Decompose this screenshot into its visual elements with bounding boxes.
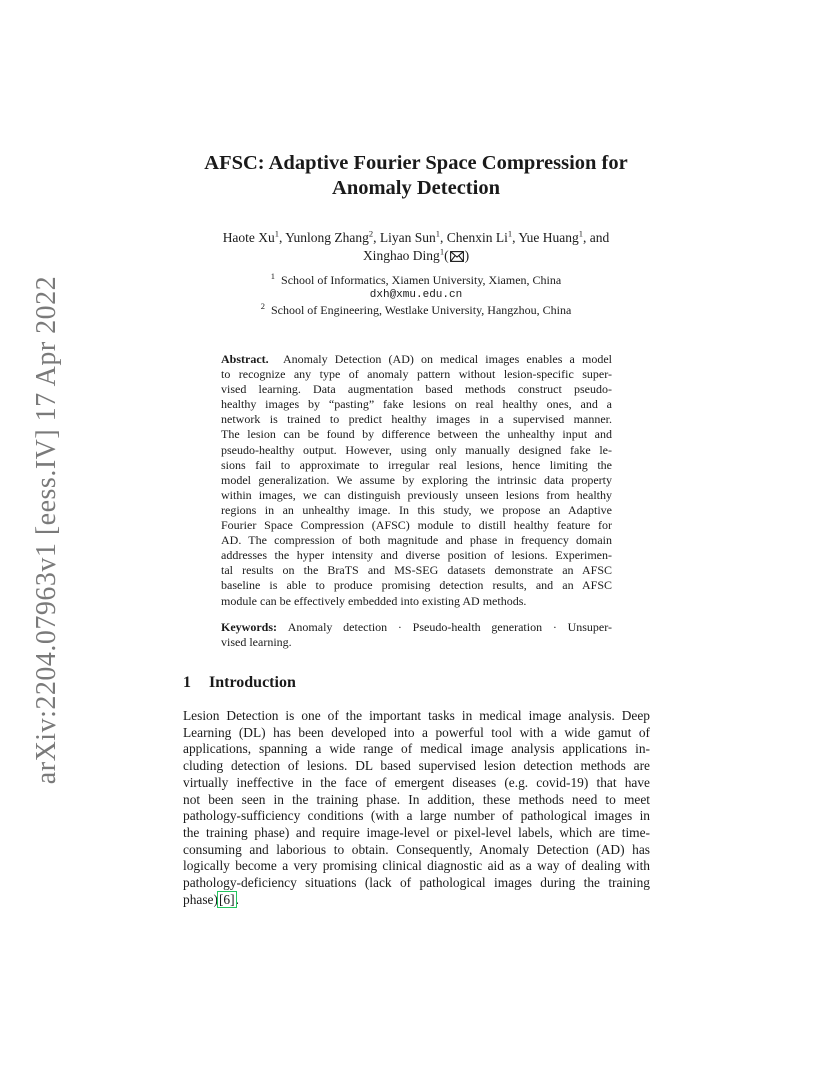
author-name: Yunlong Zhang	[285, 230, 369, 245]
section-heading	[183, 674, 296, 692]
author-sep: ,	[440, 230, 447, 245]
abstract-line: network is trained to predict healthy images in a supervised manner.	[221, 412, 612, 427]
intro-paragraph	[183, 708, 650, 908]
abstract-line	[221, 352, 612, 367]
abstract	[221, 352, 612, 609]
abstract-line: healthy images by “pasting” fake lesions on real healthy ones, and a	[221, 397, 612, 412]
abstract-line: baseline is able to produce promising detection results, and an AFSC	[221, 578, 612, 593]
intro-text: .	[235, 891, 239, 907]
authors-line-1	[160, 229, 672, 247]
author-affil-sup: 1	[507, 228, 513, 239]
intro-line: cluding detection of lesions. DL based supervised lesion detection methods are	[183, 758, 650, 774]
affiliation-2	[160, 303, 672, 318]
abstract-line: to recognize any type of anomaly pattern without lesion-specific super-	[221, 367, 612, 382]
author-name: Chenxin Li	[446, 230, 508, 245]
abstract-line: regions in an unhealthy image. In this study, we propose an Adaptive	[221, 502, 612, 517]
author-affil-sup: 1	[578, 228, 584, 239]
author-affil-sup: 2	[368, 228, 374, 239]
abstract-line: The lesion can be found by difference between the unhealthy input and	[221, 427, 612, 442]
abstract-line: tal results on the BraTS and MS-SEG datasets demonstrate an AFSC	[221, 563, 612, 578]
abstract-text: Anomaly Detection (AD) on medical images enables a model	[282, 352, 613, 366]
abstract-line: addresses the hyper intensity and diverse position of lesions. Experimen-	[221, 548, 612, 563]
keywords-line	[221, 620, 612, 635]
intro-text: phase)	[183, 891, 218, 907]
author-sep: ,	[512, 230, 519, 245]
section-title: Introduction	[209, 674, 296, 691]
affiliation-1	[160, 273, 672, 288]
author-name: Liyan Sun	[379, 230, 436, 245]
abstract-line: sions fail to approximate to irregular real lesions, hence limiting the	[221, 457, 612, 472]
intro-line: virtually ineffective in the face of emergent diseases (e.g. covid-19) that have	[183, 774, 650, 790]
keywords-text: Anomaly detection · Pseudo-health generation · Unsuper-	[287, 620, 612, 634]
section-number: 1	[183, 674, 191, 691]
contact-email[interactable]: dxh@xmu.edu.cn	[369, 289, 463, 301]
keywords-line: vised learning.	[221, 635, 292, 650]
author-affil-sup: 1	[439, 246, 445, 257]
intro-line: applications, spanning a wide range of medical image analysis applications in-	[183, 741, 650, 757]
intro-line: Learning (DL) has been developed into a powerful tool with a wide gamut of	[183, 724, 650, 740]
paper-title	[160, 151, 672, 201]
author-name: Xinghao Ding	[362, 248, 440, 263]
author-affil-sup: 1	[435, 228, 441, 239]
intro-line: pathology-deficiency situations (lack of pathological images during the training	[183, 875, 650, 891]
intro-line: the training phase) and require image-level or pixel-level labels, which are time-	[183, 824, 650, 840]
keywords	[221, 620, 612, 650]
arxiv-identifier: arXiv:2204.07963v1 [eess.IV] 17 Apr 2022	[31, 275, 62, 785]
abstract-line: pseudo-healthy output. However, using only manually designed fake le-	[221, 442, 612, 457]
intro-line: logically become a very promising clinical diagnostic aid as a way of dealing with	[183, 858, 650, 874]
intro-line: not been seen in the training phase. In addition, these methods need to meet	[183, 791, 650, 807]
authors-line-2: Xinghao Ding$^1$( )	[362, 246, 470, 263]
affil-sup: 2	[260, 301, 265, 311]
author-sep: ,	[279, 230, 286, 245]
affil-text: School of Informatics, Xiamen University, Xiamen, China	[281, 273, 562, 287]
abstract-line: within images, we can distinguish previously unseen lesions from healthy	[221, 487, 612, 502]
intro-line: Lesion Detection is one of the important tasks in medical image analysis. Deep	[183, 708, 650, 723]
keywords-label: Keywords:	[221, 620, 277, 634]
author-name: Yue Huang	[518, 230, 579, 245]
intro-line: consuming and laborious to obtain. Consequently, Anomaly Detection (AD) has	[183, 841, 650, 857]
affil-text: School of Engineering, Westlake University, Hangzhou, China	[270, 303, 572, 317]
abstract-line: module can be effectively embedded into existing AD methods.	[221, 593, 527, 608]
abstract-line: AD. The compression of both magnitude and phase in frequency domain	[221, 533, 612, 548]
affil-sup: 1	[270, 271, 276, 281]
title-line-2: Anomaly Detection	[332, 177, 500, 199]
intro-line	[183, 892, 650, 909]
abstract-label: Abstract.	[221, 352, 269, 366]
envelope-icon	[450, 251, 464, 262]
author-affil-sup: 1	[274, 228, 280, 239]
author-sep: , and	[583, 230, 610, 245]
citation-link[interactable]: [6]	[218, 891, 235, 907]
abstract-line: model generalization. We assume by exploring the intrinsic data property	[221, 472, 612, 487]
author-name: Haote Xu	[222, 230, 275, 245]
title-line-1: AFSC: Adaptive Fourier Space Compression for	[204, 152, 628, 174]
author-list	[160, 229, 672, 265]
author-sep: ,	[373, 230, 380, 245]
affiliations	[160, 273, 672, 318]
intro-line: pathology-sufficiency conditions (with a large number of pathological images in	[183, 808, 650, 824]
abstract-line: Fourier Space Compression (AFSC) module to distill healthy feature for	[221, 518, 612, 533]
abstract-line: vised learning. Data augmentation based methods construct pseudo-	[221, 382, 612, 397]
